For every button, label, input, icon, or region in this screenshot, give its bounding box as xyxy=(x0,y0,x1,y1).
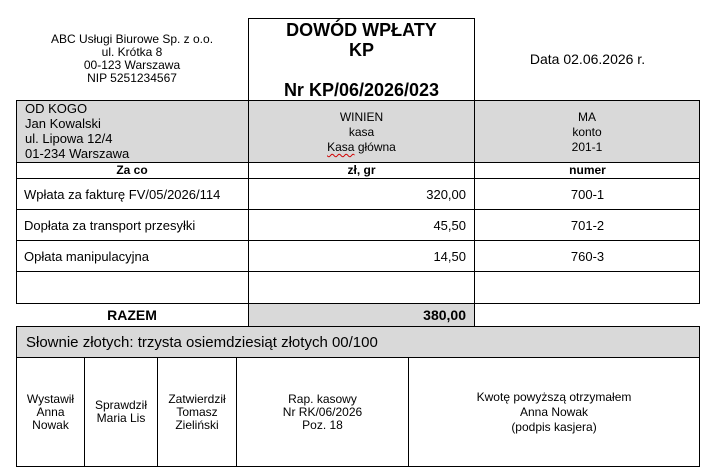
received-text: Kwotę powyższą otrzymałem xyxy=(476,389,632,404)
item-description: Wpłata za fakturę FV/05/2026/114 xyxy=(24,187,221,202)
zatwierdzil-name1: Tomasz xyxy=(176,404,218,419)
item-description: Opłata manipulacyjna xyxy=(24,249,150,264)
company-nip: NIP 5251234567 xyxy=(87,71,177,85)
winien-account: kasa xyxy=(348,125,375,139)
amount-in-words-cell xyxy=(16,326,700,357)
column-amount-label: zł, gr xyxy=(347,163,376,177)
item-amount: 45,50 xyxy=(433,218,466,233)
from-city: 01-234 Warszawa xyxy=(25,146,130,161)
wystawil-name1: Anna xyxy=(36,404,65,419)
zatwierdzil-label: Zatwierdził xyxy=(168,391,226,406)
received-signature-label: (podpis kasjera) xyxy=(511,419,597,434)
company-info xyxy=(16,18,248,100)
item-amount: 320,00 xyxy=(426,187,466,202)
wystawil-name2: Nowak xyxy=(32,417,69,432)
column-za-co-label: Za co xyxy=(116,163,148,177)
winien-desc xyxy=(327,140,396,155)
sprawdzil-name: Maria Lis xyxy=(96,411,146,425)
winien-desc-part1: Kasa xyxy=(327,140,355,154)
item-account: 701-2 xyxy=(570,218,605,233)
item-description: Dopłata za transport przesyłki xyxy=(24,218,196,233)
document-number: Nr KP/06/2026/023 xyxy=(283,80,440,100)
column-header-za-co xyxy=(16,163,248,178)
from-name: Jan Kowalski xyxy=(25,116,101,131)
total-amount-cell xyxy=(248,304,475,326)
received-name: Anna Nowak xyxy=(519,404,589,419)
wystawil-label: Wystawił xyxy=(26,391,75,406)
table-row xyxy=(16,179,700,209)
signature-zatwierdzil xyxy=(158,358,236,466)
table-row xyxy=(16,210,700,240)
winien-cell xyxy=(248,100,475,162)
total-label-cell xyxy=(16,304,248,326)
cash-report-position: Poz. 18 xyxy=(302,417,343,432)
cash-report-ref xyxy=(237,358,408,466)
from-street: ul. Lipowa 12/4 xyxy=(25,131,113,146)
cash-report-label: Rap. kasowy xyxy=(288,391,357,406)
amount-in-words: Słownie złotych: trzysta osiemdziesiąt złotych 00/100 xyxy=(26,334,378,351)
document-type: KP xyxy=(348,40,374,60)
item-amount: 14,50 xyxy=(433,249,466,264)
column-header-amount xyxy=(248,163,475,178)
ma-cell xyxy=(475,100,700,162)
document-title-box xyxy=(248,18,475,101)
total-label: RAZEM xyxy=(107,307,157,323)
winien-desc-part2: główna xyxy=(354,140,396,154)
signature-sprawdzil xyxy=(85,358,157,466)
from-label: OD KOGO xyxy=(25,101,88,116)
column-number-label: numer xyxy=(569,163,606,177)
document-date-box xyxy=(475,18,700,100)
ma-label: MA xyxy=(578,110,596,124)
ma-account: konto xyxy=(572,125,602,139)
signature-wystawil xyxy=(17,358,84,466)
from-cell xyxy=(16,100,248,162)
cash-report-number: Nr RK/06/2026 xyxy=(282,404,363,419)
document-title: DOWÓD WPŁATY xyxy=(286,20,437,40)
sprawdzil-label: Sprawdził xyxy=(94,398,148,412)
column-header-number xyxy=(475,163,700,178)
item-account: 760-3 xyxy=(570,249,605,264)
winien-label: WINIEN xyxy=(339,110,384,124)
total-amount: 380,00 xyxy=(423,307,466,323)
item-account: 700-1 xyxy=(570,187,605,202)
company-city: 00-123 Warszawa xyxy=(83,58,181,72)
document-date: Data 02.06.2026 r. xyxy=(529,51,646,67)
company-street: ul. Krótka 8 xyxy=(101,45,163,59)
zatwierdzil-name2: Zieliński xyxy=(175,417,219,432)
cashier-received xyxy=(409,358,699,466)
company-name: ABC Usługi Biurowe Sp. z o.o. xyxy=(50,32,214,46)
table-row xyxy=(16,241,700,271)
ma-number: 201-1 xyxy=(571,140,603,154)
